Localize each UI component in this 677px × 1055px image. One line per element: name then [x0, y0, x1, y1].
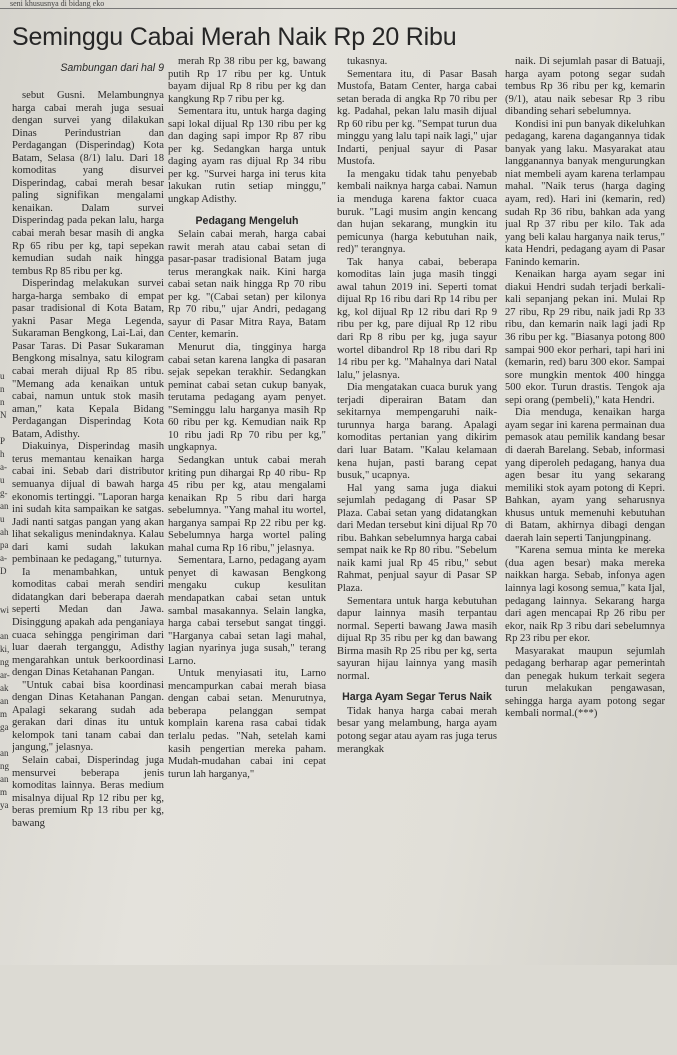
- article-paragraph: sebut Gusni. Melambungnya harga cabai merah juga sesuai dengan survei yang dilakukan Dinas Perindustrian dan Perdagangan (Disperindag) Kota Batam, Selasa (8/1) lalu. Dari 18 komoditas yang disurvei Disperindag, cabai merah besar paling signifikan mengalami kenaikan. Dalam survei Disperindag pada pekan lalu, harga cabai merah besar masih di angka Rp 65 ribu per kg, tapi sepekan kemudian sudah naik hingga tembus Rp 85 ribu per kg.: [12, 90, 164, 277]
- article-paragraph: Tak hanya cabai, beberapa komoditas lain juga masih tinggi awal tahun 2019 ini. Seperti tomat dijual Rp 16 ribu dari Rp 14 ribu per kg, kol dijual Rp 12 ribu dari Rp 9 ribu per kg, pare dijual Rp 12 ribu dari Rp 8 ribu per kg, juga sayur wortel dibandrol Rp 18 ribu dari Rp 14 ribu per kg. "Mahalnya dari Natal lalu," jelasnya.: [337, 256, 497, 381]
- margin-fragment: an: [0, 631, 9, 641]
- article-paragraph: tukasnya.: [347, 56, 388, 67]
- article-paragraph: Kenaikan harga ayam segar ini diakui Hendri sudah terjadi berkali-kali sepanjang pekan ini. Mulai Rp 27 ribu, Rp 29 ribu, naik jadi Rp 33 ribu, dan kemarin naik lagi jadi Rp 36 ribu per kg. "Biasanya potong 800 sampai 900 ekor perhari, tapi hari ini (kemarin, red) baru 300 ekor. Sampai sore mungkin mentok 400 hingga 500 ekor. Turun drastis. Tengok aja sepi orang (pembeli)," kata Hendri.: [505, 269, 665, 406]
- margin-fragment: a-: [0, 553, 7, 563]
- article-paragraph: Selain cabai merah, harga cabai rawit merah atau cabai setan di pasar-pasar tradisional Batam juga terus merangkak naik. Kini harga cabai setan naik hingga Rp 70 ribu per kg. "(Cabai setan) per kilonya Rp 70 ribu," ujar Andri, pedagang sayur di Pasar Mitra Raya, Batam Center, kemarin.: [168, 229, 326, 341]
- article-paragraph: Hal yang sama juga diakui sejumlah pedagang di Pasar SP Plaza. Cabai setan yang didatangkan dari Medan tersebut kini dijual Rp 70 ribu. Bahkan sebelumnya harga cabai sempat naik ke Rp 80 ribu. "Sebelum naik kami jual Rp 45 ribu," sebut Rahmat, penjual sayur di Pasar SP Plaza.: [337, 482, 497, 594]
- margin-fragment: an: [0, 696, 9, 706]
- article-paragraph: Sementara, Larno, pedagang ayam penyet di kawasan Bengkong mengaku cukup kesulitan mendapatkan cabai setan untuk sambal masakannya. Selain langka, harga cabai tersebut sangat tinggi. "Harganya cabai setan lagi mahal, lagian nyarinya juga susah," terang Larno.: [168, 555, 326, 667]
- margin-fragment: m: [0, 787, 8, 797]
- article-paragraph: Disperindag melakukan survei harga-harga sembako di empat pasar tradisional di Kota Batam, yakni Pasar Mega Legenda, Sukaraman Bengkong, Lai-Lai, dan Pasar Taras. Di Pasar Sukaraman Bengkong misalnya, satu kilogram cabai merah dijual Rp 85 ribu. "Memang ada kenaikan untuk cabai, namun untuk stok masih aman," kata Kepala Bidang Perdagangan Disperindag Kota Batam, Adisthy.: [12, 278, 164, 440]
- column-3: [337, 56, 497, 1021]
- article-paragraph: Sedangkan untuk cabai merah kriting pun dihargai Rp 40 ribu- Rp 45 ribu per kg, atau mengalami kenaikan Rp 5 ribu dari harga sebelumnya. "Yang mahal itu wortel, harganya sampai Rp 22 ribu per kg. Sebelumnya harga wortel paling mahal cuma Rp 16 ribu," jelasnya.: [168, 454, 326, 554]
- article-paragraph: Dia mengatakan cuaca buruk yang terjadi diperairan Batam dan sekitarnya mempengaruhi naik-turunnya harga barang. Apalagi komoditas pertanian yang dikirim dari luar Batam. "Kalau kelamaan kena hujan, pasti barang cepat busuk," ucapnya.: [337, 382, 497, 482]
- article-paragraph: Sementara untuk harga kebutuhan dapur lainnya masih terpantau normal. Seperti bawang Jawa masih dijual Rp 35 ribu per kg dan bawang Birma masih Rp 25 ribu per kg, serta sayuran hijau lainnya yang masih normal.: [337, 595, 497, 682]
- article-paragraph: Ia menambahkan, untuk komoditas cabai merah sendiri didatangkan dari beberapa daerah seperti Medan dan Jawa. Disinggung apakah ada penganiaya cuaca sehingga pengiriman dari luar daerah terganggu, Adisthy mengarahkan untuk berkoordinasi dengan Dinas Ketahanan Pangan.: [12, 566, 164, 679]
- margin-fragment: [0, 734, 11, 747]
- article-paragraph: Menurut dia, tingginya harga cabai setan karena langka di pasaran sejak sepekan terakhir. Sedangkan peminat cabai setan cukup banyak, terutama pedagang ayam penyet. "Seminggu lalu harganya masih Rp 60 ribu per kg. Kemudian naik Rp 10 ribu jadi Rp 70 ribu per kg," ungkapnya.: [168, 342, 326, 454]
- article-paragraph: Kondisi ini pun banyak dikeluhkan pedagang, karena dagangannya tidak banyak yang laku. Masyarakat atau langganannya banyak mengurungkan niat membeli ayam karena terlampau mahal. "Naik terus (harga daging ayam, red). Hari ini (kemarin, red) sudah Rp 36 ribu, bahkan ada yang jual Rp 37 ribu per kilo. Tak ada yang beli kalau harganya naik terus," kata Hendri, pedagang ayam di Pasar Fanindo kemarin.: [505, 118, 665, 268]
- column-1: [12, 90, 164, 1055]
- section-subhead: Harga Ayam Segar Terus Naik: [342, 691, 492, 704]
- margin-fragment: h: [0, 449, 5, 459]
- article-paragraph: Sementara itu, untuk harga daging sapi lokal dijual Rp 130 ribu per kg dan daging sapi impor Rp 87 ribu per kg. Sedangkan harga untuk daging ayam ras dijual Rp 34 ribu per kg. "Survei harga ini terus kita lakukan rutin setiap minggu," ungkap Adisthy.: [168, 106, 326, 206]
- article-paragraph: Masyarakat maupun sejumlah pedagang berharap agar pemerintah dan penegak hukum terkait segera turun melakukan pengawasan, sehingga harga ayam potong segar kembali normal.(***): [505, 645, 665, 720]
- margin-fragment: n: [0, 384, 5, 394]
- column-2: [168, 56, 326, 1021]
- margin-fragment: [0, 617, 11, 630]
- margin-fragment: ki,: [0, 644, 10, 654]
- article-paragraph: Sementara itu, di Pasar Basah Mustofa, Batam Center, harga cabai setan berada di angka Rp 70 ribu per kg. Padahal, pekan lalu masih dijual Rp 60 ribu per kg. "Sempat turun dua minggu yang lalu tapi naik lagi," ujar Indarti, penjual sayur di Pasar Mustofa.: [337, 68, 497, 168]
- margin-fragment: P: [0, 436, 6, 446]
- article-paragraph: "Karena semua minta ke mereka (dua agen besar) maka mereka naikkan harga. Sebab, infonya agen lainnya lagi kosong semua," kata Ijal, pedagang lainnya. Sekarang harga dari agen mencapai Rp 26 ribu per ekor, naik Rp 3 ribu dari sebelumnya Rp 23 ribu per ekor.: [505, 545, 665, 645]
- article-paragraph: Selain cabai, Disperindag juga mensurvei beberapa jenis komoditas lainnya. Beras medium misalnya dijual Rp 12 ribu per kg, beras premium Rp 13 ribu per kg, bawang: [12, 754, 164, 829]
- margin-fragment: [0, 591, 11, 604]
- margin-fragment: u: [0, 371, 5, 381]
- margin-fragment: pa: [0, 540, 9, 550]
- margin-fragment: an: [0, 748, 9, 758]
- top-strip: seni khususnya di bidang eko: [0, 0, 677, 9]
- margin-fragment: ng: [0, 761, 9, 771]
- margin-fragment: n: [0, 397, 5, 407]
- margin-fragment: [0, 578, 11, 591]
- margin-fragment: ah: [0, 527, 9, 537]
- margin-fragment: ng: [0, 657, 9, 667]
- margin-fragment: [0, 422, 11, 435]
- article-paragraph: Diakuinya, Disperindag masih terus memantau kenaikan harga cabai ini. Sebab dari distributor semuanya dijual di bawah harga ekonomis tertinggi. "Laporan harga ini sudah kita sampaikan ke satgas. Jadi nanti satgas pangan yang akan lihat sekaligus menindaknya. Kalau dari kami sudah lakukan pembinaan ke pedagang," tuturnya.: [12, 441, 164, 566]
- article-paragraph: "Untuk cabai bisa koordinasi dengan Dinas Ketahanan Pangan. Apalagi sekarang sudah ada gerakan dari dinas itu untuk kelompok tani tanam cabai dan jangung," jelasnya.: [12, 679, 164, 754]
- margin-fragment: ya: [0, 800, 9, 810]
- article-paragraph: merah Rp 38 ribu per kg, bawang putih Rp 17 ribu per kg. Untuk bayam dijual Rp 8 ribu per kg dan kangkung Rp 7 ribu per kg.: [168, 56, 326, 105]
- margin-fragment: wi: [0, 605, 9, 615]
- article-paragraph: Ia mengaku tidak tahu penyebab kembali naiknya harga cabai. Namun ia menduga karena faktor cuaca buruk. "Lagi musim angin kencang dan hujan sekarang, mungkin itu pemicunya (harga kebutuhan naik, red)" terangnya.: [337, 168, 497, 256]
- left-margin-fragments: [0, 370, 11, 812]
- page-title: Seminggu Cabai Merah Naik Rp 20 Ribu: [12, 23, 457, 51]
- margin-fragment: ga: [0, 722, 9, 732]
- margin-fragment: ar-: [0, 670, 10, 680]
- dateline: Sambungan dari hal 9: [60, 62, 164, 74]
- article-paragraph: naik. Di sejumlah pasar di Batuaji, harga ayam potong segar sudah tembus Rp 36 ribu per kg, kemarin (9/1), atau naik sebesar Rp 3 ribu dibanding sehari sebelumnya.: [505, 56, 665, 118]
- margin-fragment: an: [0, 774, 9, 784]
- margin-fragment: u: [0, 475, 5, 485]
- margin-fragment: a-: [0, 462, 7, 472]
- article-paragraph: Dia menduga, kenaikan harga ayam segar ini karena permainan dua pemasok atau pemilik kandang besar di daerah Barelang. Sebab, informasi yang diperoleh pedagang, hanya dua agen besar itu yang sekarang memiliki stok ayam potong di Kepri. Bahkan, ayam yang seharusnya khusus untuk memenuhi kebutuhan di Batam, akhirnya dibagi dengan daerah lain seperti Tanjungpinang.: [505, 407, 665, 544]
- margin-fragment: g-: [0, 488, 8, 498]
- article-paragraph: Untuk menyiasati itu, Larno mencampurkan cabai merah biasa dengan cabai setan. Menurutnya, beberapa pelanggan sempat komplain karena rasa cabai tidak terlalu pedas. "Nah, setelah kami kasih pengertian mereka paham. Mudah-mudahan cabai ini cepat turun lah harganya,": [168, 668, 326, 780]
- margin-fragment: m: [0, 709, 8, 719]
- margin-fragment: ak: [0, 683, 9, 693]
- article-paragraph: Tidak hanya harga cabai merah besar yang melambung, harga ayam potong segar atau ayam ras juga terus merangkak: [337, 705, 497, 755]
- section-subhead: Pedagang Mengeluh: [195, 214, 299, 227]
- column-4: [505, 56, 665, 1021]
- margin-fragment: D: [0, 566, 7, 576]
- margin-fragment: an: [0, 501, 9, 511]
- margin-fragment: N: [0, 410, 7, 420]
- margin-fragment: u: [0, 514, 5, 524]
